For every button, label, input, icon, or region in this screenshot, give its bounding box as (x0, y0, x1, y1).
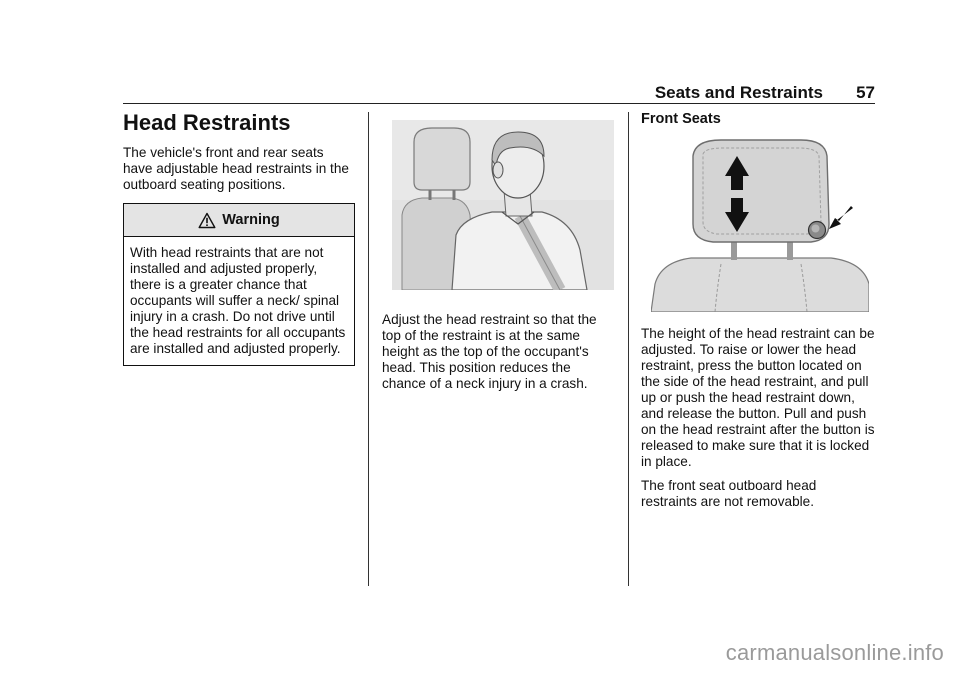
front-seats-heading: Front Seats (641, 111, 721, 127)
occupant-head-restraint-illustration (392, 120, 614, 290)
column-1 (123, 109, 355, 366)
warning-header (124, 204, 354, 237)
warning-triangle-icon (198, 212, 216, 229)
warning-box (123, 203, 355, 366)
intro-paragraph: The vehicle's front and rear seats have adjustable head restraints in the outboard seating positions. (123, 145, 349, 192)
section-title: Seats and Restraints (654, 83, 823, 102)
page-header (123, 81, 875, 103)
not-removable-paragraph: The front seat outboard head restraints are not removable. (641, 478, 817, 509)
header-rule (123, 103, 875, 104)
head-restraint-adjust-illustration (651, 134, 869, 312)
column-divider-2 (628, 112, 629, 586)
warning-title: Warning (222, 212, 280, 228)
page-title: Head Restraints (123, 110, 291, 135)
warning-text: With head restraints that are not installed and adjusted properly, there is a greater chance that occupants will suffer a neck/ spinal injury in a crash. Do not drive until the head restraints for all occupants are installed and adjusted properly. (130, 245, 346, 356)
adjust-paragraph: Adjust the head restraint so that the top of the restraint is at the same height as the top of the occupant's head. This position reduces the chance of a neck injury in a crash. (382, 312, 597, 391)
column-2 (382, 120, 614, 400)
page-number: 57 (856, 83, 875, 102)
column-divider-1 (368, 112, 369, 586)
watermark-text: carmanualsonline.info (725, 640, 944, 665)
column-3 (641, 110, 875, 518)
adjust-height-paragraph: The height of the head restraint can be adjusted. To raise or lower the head restraint, press the button located on the side of the head restraint, and pull up or push the head restraint down, and release the button. Pull and push on the head restraint after the button is released to make sure that it is locked in place. (641, 326, 875, 469)
